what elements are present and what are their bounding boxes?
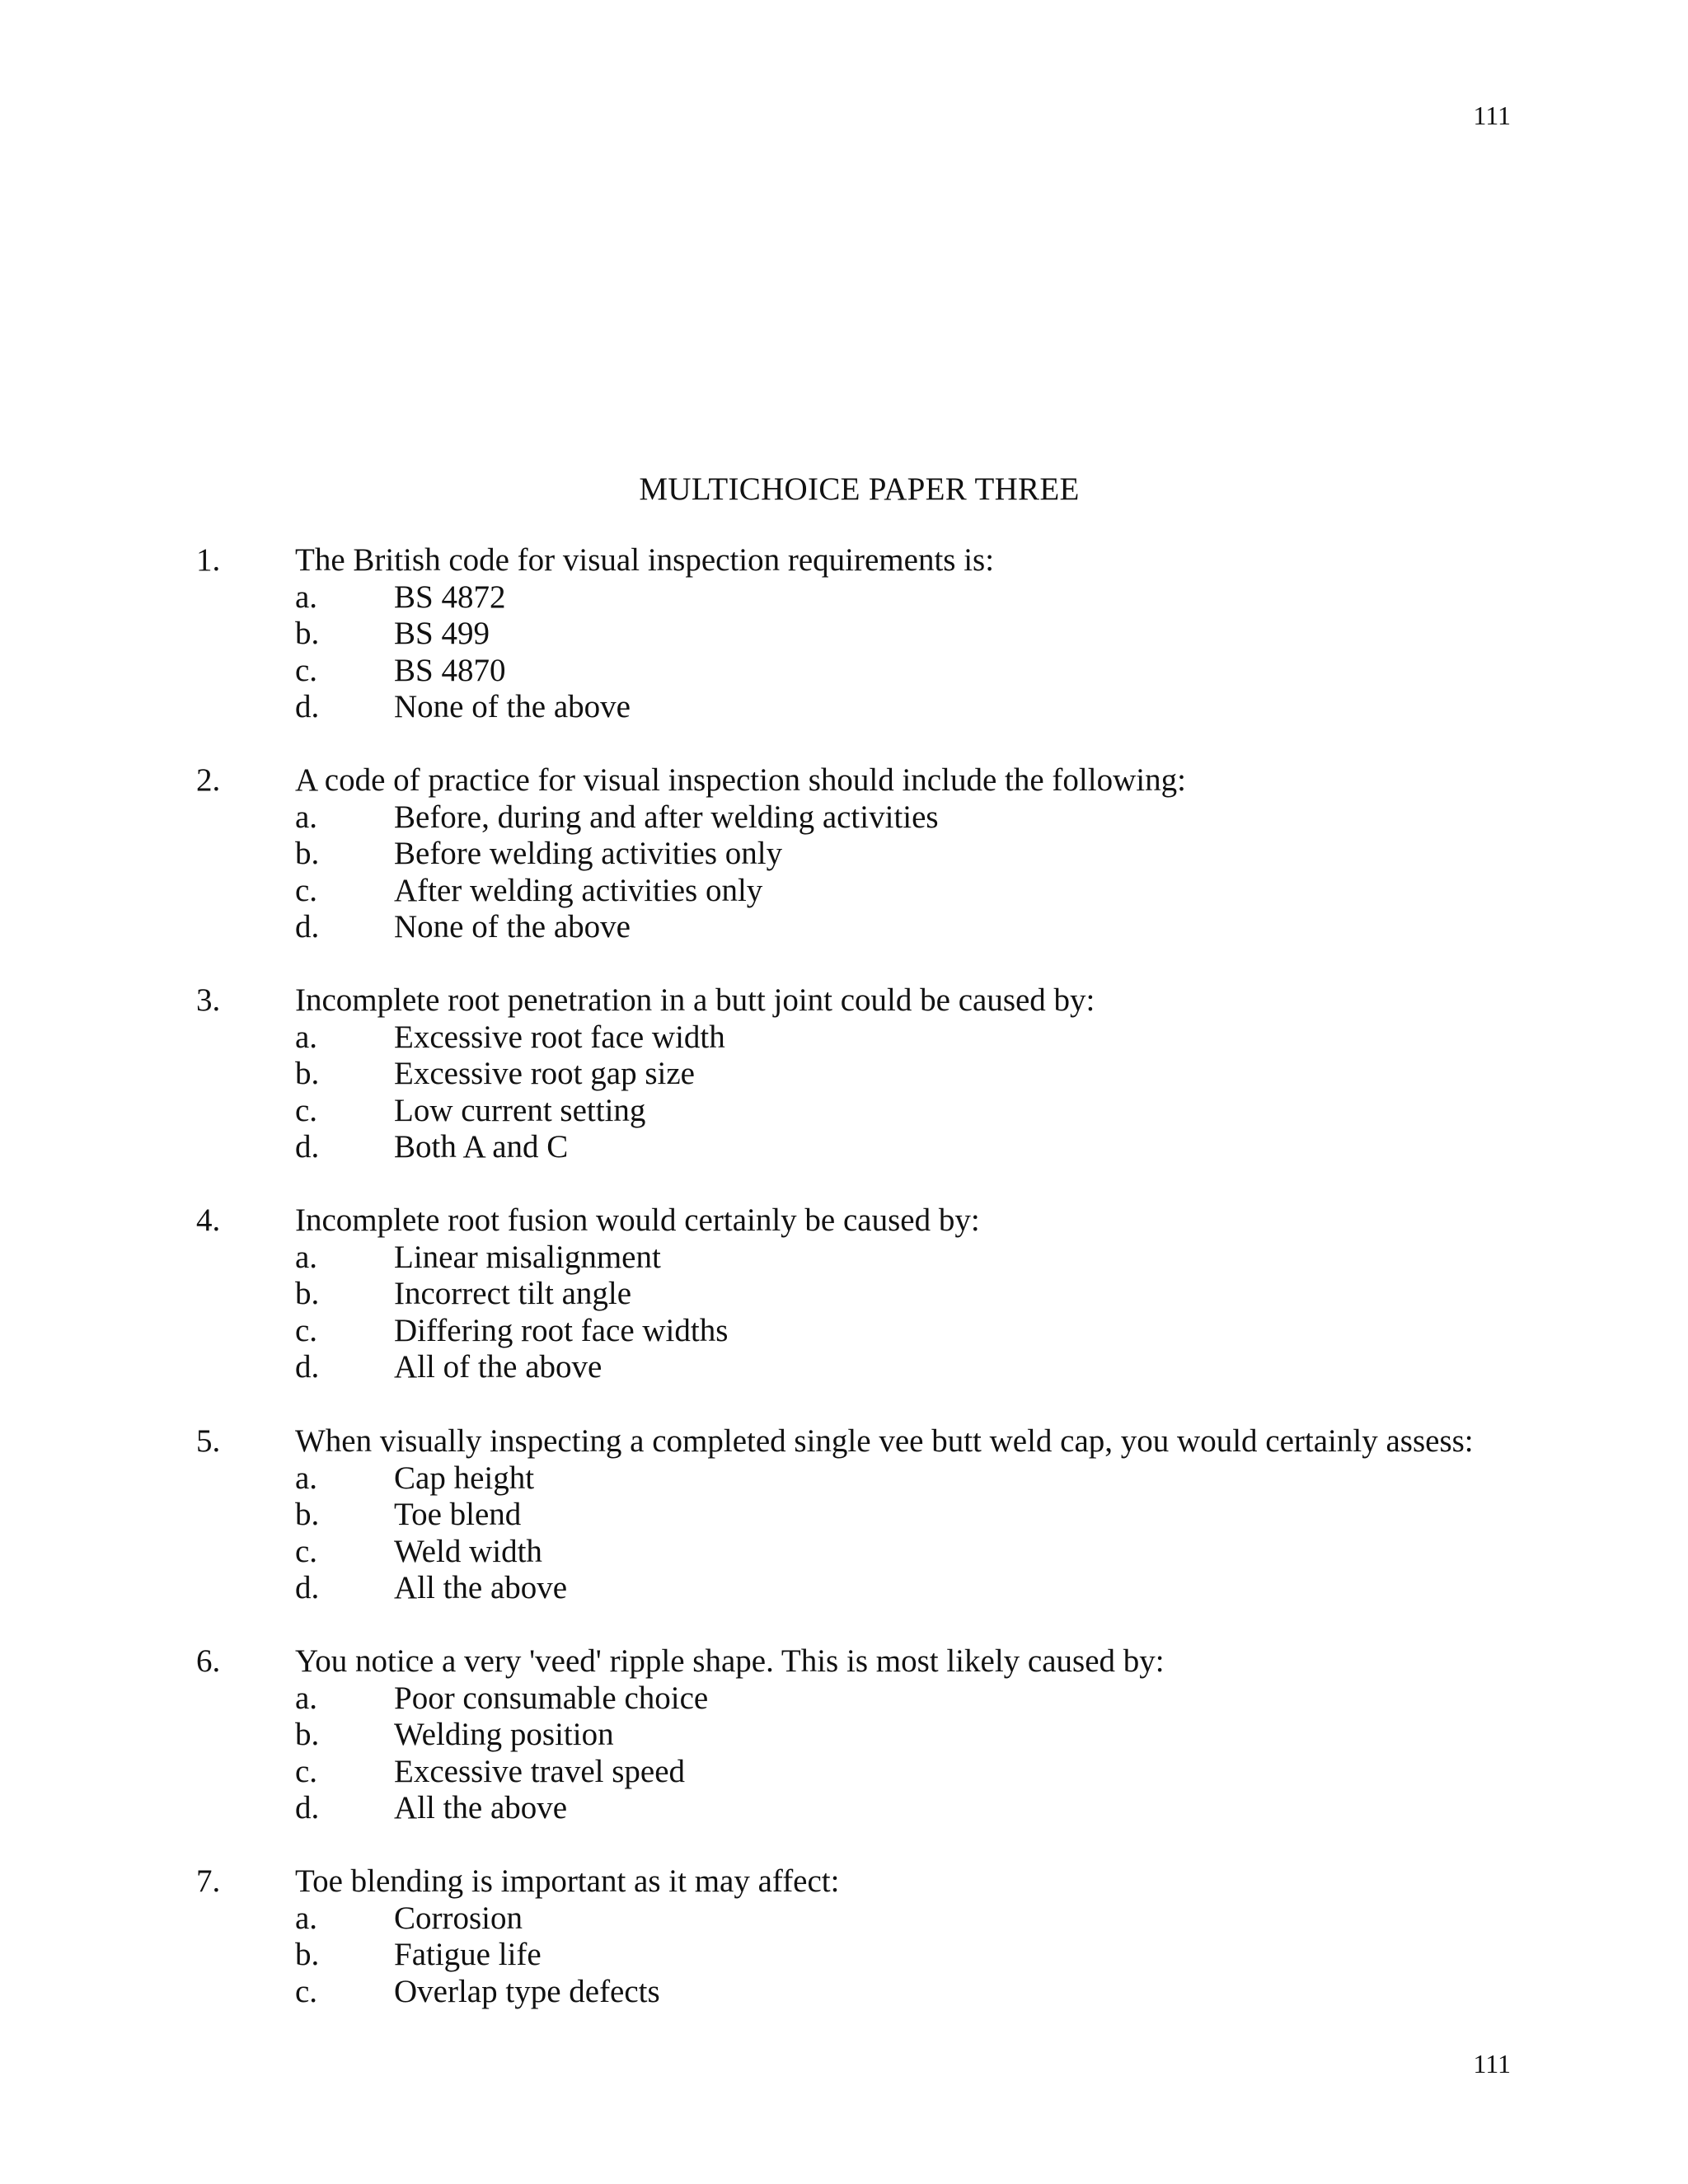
option-letter: a. [295, 799, 318, 835]
answer-option [0, 1497, 1688, 1534]
option-text: Excessive root gap size [394, 1056, 695, 1092]
option-text: After welding activities only [394, 872, 763, 908]
answer-option [0, 909, 1688, 946]
answer-option [0, 836, 1688, 873]
option-letter: d. [295, 909, 320, 945]
answer-option [0, 1570, 1688, 1607]
option-letter: c. [295, 1092, 318, 1128]
page-title: MULTICHOICE PAPER THREE [639, 471, 1080, 507]
question-number: 1. [196, 542, 221, 578]
option-text: Linear misalignment [394, 1239, 661, 1275]
page-number-bottom: 111 [1473, 2049, 1511, 2079]
question-number: 3. [196, 982, 221, 1018]
question-number: 6. [196, 1643, 221, 1679]
option-letter: b. [295, 1937, 320, 1973]
question-text: The British code for visual inspection requirements is: [295, 542, 995, 578]
option-letter: b. [295, 1276, 320, 1312]
question-stem [0, 542, 1688, 579]
answer-option [0, 1754, 1688, 1791]
answer-option [0, 1056, 1688, 1093]
page-number-top: 111 [1473, 101, 1511, 130]
question-1 [0, 542, 1688, 726]
question-stem [0, 1863, 1688, 1900]
option-text: Incorrect tilt angle [394, 1276, 632, 1312]
answer-option [0, 579, 1688, 616]
option-text: Both A and C [394, 1129, 569, 1165]
option-letter: d. [295, 1790, 320, 1826]
question-number: 4. [196, 1202, 221, 1238]
option-letter: a. [295, 1900, 318, 1936]
answer-option [0, 1937, 1688, 1974]
option-text: BS 499 [394, 616, 490, 652]
option-letter: c. [295, 1312, 318, 1348]
question-stem [0, 1202, 1688, 1240]
option-text: Fatigue life [394, 1937, 542, 1973]
option-text: Poor consumable choice [394, 1680, 709, 1716]
option-text: Before, during and after welding activities [394, 799, 939, 835]
option-letter: d. [295, 1349, 320, 1385]
question-stem [0, 1643, 1688, 1680]
question-6 [0, 1643, 1688, 1827]
option-letter: d. [295, 1129, 320, 1165]
option-letter: c. [295, 652, 318, 688]
question-text: A code of practice for visual inspection should include the following: [295, 762, 1186, 798]
option-letter: c. [295, 1533, 318, 1569]
option-text: Differing root face widths [394, 1312, 729, 1348]
question-number: 5. [196, 1423, 221, 1459]
option-letter: b. [295, 836, 320, 872]
question-text: Toe blending is important as it may affect: [295, 1863, 840, 1899]
option-letter: c. [295, 1753, 318, 1789]
option-text: None of the above [394, 689, 631, 725]
answer-option [0, 1900, 1688, 1938]
option-letter: d. [295, 689, 320, 725]
option-text: Cap height [394, 1460, 535, 1496]
answer-option [0, 1093, 1688, 1130]
question-text: When visually inspecting a completed single vee butt weld cap, you would certainly assess: [295, 1423, 1474, 1459]
option-text: BS 4872 [394, 579, 506, 615]
answer-option [0, 1974, 1688, 2011]
option-text: BS 4870 [394, 652, 506, 688]
option-text: Excessive root face width [394, 1019, 725, 1055]
option-text: Excessive travel speed [394, 1753, 686, 1789]
answer-option [0, 1240, 1688, 1277]
option-letter: a. [295, 1460, 318, 1496]
answer-option [0, 1460, 1688, 1497]
answer-option [0, 653, 1688, 690]
question-4 [0, 1202, 1688, 1386]
answer-option [0, 616, 1688, 653]
option-text: Welding position [394, 1717, 614, 1753]
question-stem [0, 982, 1688, 1019]
question-text: Incomplete root fusion would certainly be caused by: [295, 1202, 980, 1238]
question-number: 2. [196, 762, 221, 798]
option-letter: a. [295, 1019, 318, 1055]
option-text: Low current setting [394, 1092, 646, 1128]
answer-option [0, 1534, 1688, 1571]
option-text: Overlap type defects [394, 1973, 660, 2009]
option-text: Corrosion [394, 1900, 523, 1936]
option-letter: b. [295, 1056, 320, 1092]
option-text: None of the above [394, 909, 631, 945]
question-5 [0, 1423, 1688, 1607]
answer-option [0, 1680, 1688, 1718]
answer-option [0, 1276, 1688, 1313]
answer-option [0, 689, 1688, 726]
question-7 [0, 1863, 1688, 2010]
answer-option [0, 1129, 1688, 1166]
option-letter: a. [295, 579, 318, 615]
question-2 [0, 762, 1688, 946]
answer-option [0, 1790, 1688, 1827]
option-letter: b. [295, 616, 320, 652]
option-text: Before welding activities only [394, 836, 783, 872]
option-text: All the above [394, 1570, 568, 1606]
answer-option [0, 1019, 1688, 1057]
question-3 [0, 982, 1688, 1166]
option-text: All the above [394, 1790, 568, 1826]
answer-option [0, 1313, 1688, 1350]
answer-option [0, 1717, 1688, 1754]
answer-option [0, 1349, 1688, 1386]
question-text: Incomplete root penetration in a butt joint could be caused by: [295, 982, 1095, 1018]
option-letter: b. [295, 1497, 320, 1533]
question-stem [0, 762, 1688, 799]
option-text: Weld width [394, 1533, 542, 1569]
answer-option [0, 873, 1688, 910]
option-letter: a. [295, 1239, 318, 1275]
option-letter: b. [295, 1717, 320, 1753]
option-letter: c. [295, 1973, 318, 2009]
option-text: All of the above [394, 1349, 603, 1385]
option-letter: c. [295, 872, 318, 908]
option-text: Toe blend [394, 1497, 522, 1533]
question-stem [0, 1423, 1688, 1460]
question-number: 7. [196, 1863, 221, 1899]
answer-option [0, 799, 1688, 837]
option-letter: d. [295, 1570, 320, 1606]
question-text: You notice a very 'veed' ripple shape. This is most likely caused by: [295, 1643, 1165, 1679]
option-letter: a. [295, 1680, 318, 1716]
